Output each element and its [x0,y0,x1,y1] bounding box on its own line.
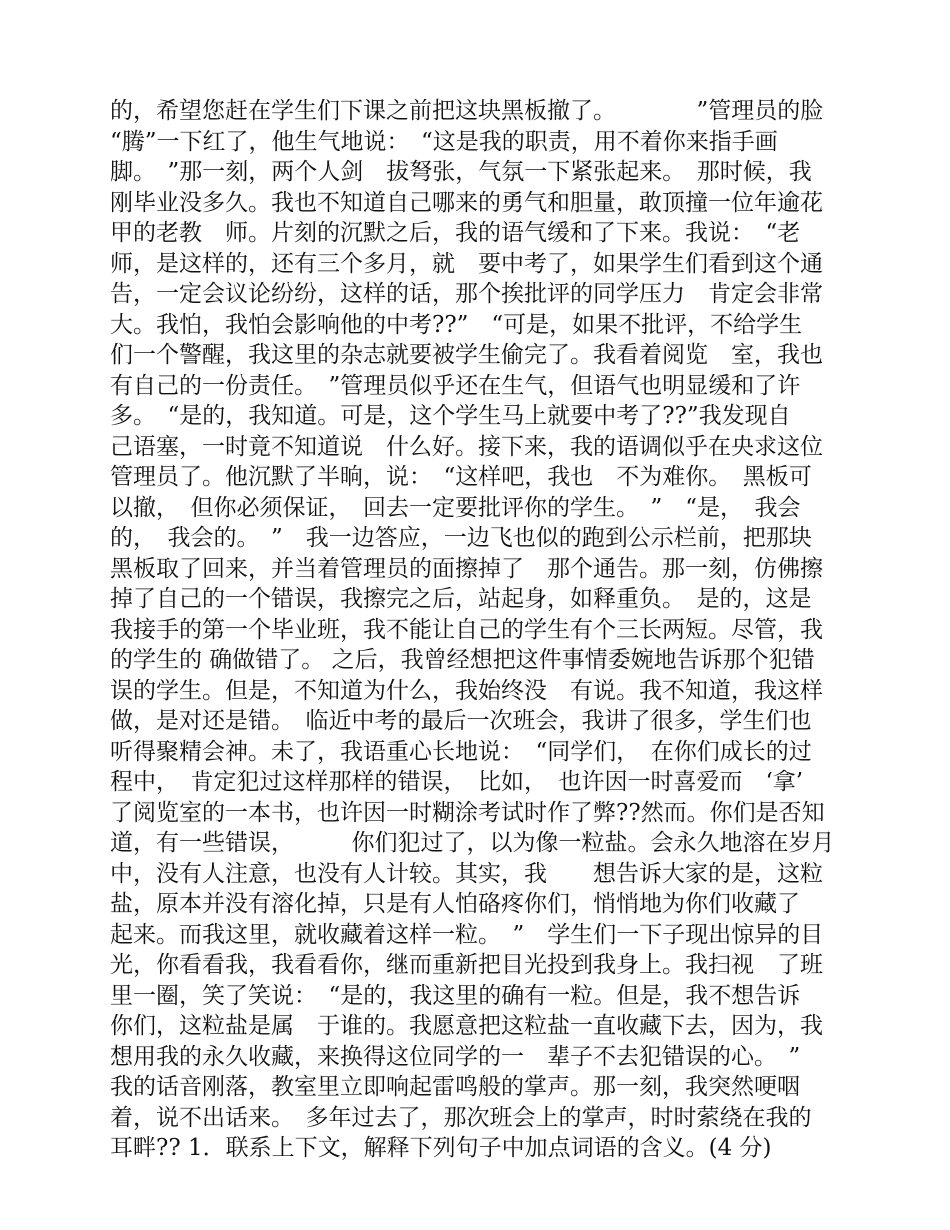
text-line: 管理员了。他沉默了半晌，说： “这样吧，我也 不为难你。 黑板可 [110,464,812,490]
text-line: 起来。而我这里，就收藏着这样一粒。 ” 学生们一下子现出惊异的目 [110,921,824,948]
text-line: 道，有一些错误， 你们犯过了，以为像一粒盐。会永久地溶在岁月 [110,830,835,856]
text-line: 了阅览室的一本书，也许因一时糊涂考试时作了弊??然而。你们是否知 [110,799,825,826]
text-line: 有自己的一份责任。 ”管理员似乎还在生气，但语气也明显缓和了许 [110,372,801,399]
text-line: 刚毕业没多久。我也不知道自己哪来的勇气和胆量，敢顶撞一位年逾花 [110,189,823,216]
text-line: 我的话音刚落，教室里立即响起雷鸣般的掌声。那一刻，我突然哽咽 [110,1074,800,1100]
text-line: 的，希望您赶在学生们下课之前把这块黑板撤了。 ”管理员的脸 [110,98,824,124]
text-line: 掉了自己的一个错误，我擦完之后，站起身，如释重负。 是的，这是 [110,586,812,612]
text-line: 想用我的永久收藏，来换得这位同学的一 辈子不去犯错误的心。 ” [110,1043,801,1070]
text-line: 黑板取了回来，并当着管理员的面擦掉了 那个通告。那一刻，仿佛擦 [110,555,823,582]
text-line: 光，你看看我，我看看你，继而重新把目光投到我身上。我扫视 了班 [110,952,823,978]
text-line: 多。 “是的，我知道。可是，这个学生马上就要中考了??”我发现自 [110,403,791,429]
text-line: 误的学生。但是，不知道为什么，我始终没 有说。我不知道，我这样 [110,677,823,704]
text-line: 大。我怕，我怕会影响他的中考??” “可是，如果不批评，不给学生 [110,311,803,338]
text-line: 的学生的 确做错了。 之后，我曾经想把这件事情委婉地告诉那个犯错 [110,647,815,673]
text-line: 做，是对还是错。 临近中考的最后一次班会，我讲了很多，学生们也 [110,708,812,734]
text-line: 盐，原本并没有溶化掉，只是有人怕硌疼你们，悄悄地为你们收藏了 [110,891,800,917]
text-line: 脚。 ”那一刻，两个人剑 拔弩张，气氛一下紧张起来。 那时候，我 [110,159,812,185]
text-line: 中，没有人注意，也没有人计较。其实，我 想告诉大家的是，这粒 [110,860,823,887]
text-line: 己语塞，一时竟不知道说 什么好。接下来，我的语调似乎在央求这位 [110,433,823,460]
question-line: 耳畔?? 1．联系上下文，解释下列句子中加点词语的含义。(4 分) [110,1135,772,1161]
text-line: 我接手的第一个毕业班，我不能让自己的学生有个三长两短。尽管，我 [110,616,823,643]
text-line: 甲的老教 师。片刻的沉默之后，我的语气缓和了下来。我说： “老 [110,220,801,246]
text-line: 程中， 肯定犯过这样那样的错误， 比如， 也许因一时喜爱而 ‘拿’ [110,769,804,795]
essay-text [110,96,850,1164]
text-line: 师，是这样的，还有三个多月，就 要中考了，如果学生们看到这个通 [110,250,823,277]
text-line: 们一个警醒，我这里的杂志就要被学生偷完了。我看着阅览 室，我也 [110,342,823,368]
text-line: 听得聚精会神。未了，我语重心长地说： “同学们， 在你们成长的过 [110,738,812,765]
text-line: 的， 我会的。 ” 我一边答应，一边飞也似的跑到公示栏前，把那块 [110,525,812,551]
text-line: 以撤， 但你必须保证， 回去一定要批评你的学生。 ” “是， 我会 [110,494,801,521]
text-line: 你们，这粒盐是属 于谁的。我愿意把这粒盐一直收藏下去，因为，我 [110,1013,823,1039]
text-line: 着，说不出话来。 多年过去了，那次班会上的掌声，时时萦绕在我的 [110,1104,812,1131]
text-line: 告，一定会议论纷纷，这样的话，那个挨批评的同学压力 肯定会非常 [110,281,823,307]
text-line: “腾”一下红了，他生气地说： “这是我的职责，用不着你来指手画 [110,128,778,155]
text-line: 里一圈，笑了笑说： “是的，我这里的确有一粒。但是，我不想告诉 [110,982,801,1009]
